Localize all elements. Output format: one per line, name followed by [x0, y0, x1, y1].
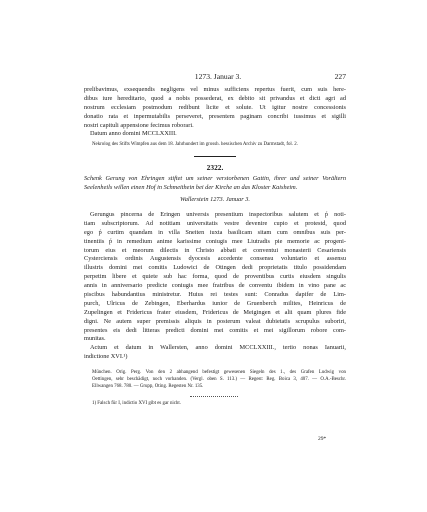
text-line: donatio rata et inpermutabilis perseveret, presentem paginam concribi iussimus et sigilli — [84, 112, 346, 120]
body-line: digni. Ne autem super premissis aliquis in posterum valeat dubietatis scrupulus suboriri, — [84, 317, 346, 325]
summary-line: Schenk Gerung von Ehringen stiftet um seiner verstorbenen Gattin, ihrer und seiner Vorältern — [84, 175, 346, 182]
document-body — [84, 211, 346, 362]
body-line: perpetim libere et quiete sub hac forma, quod de proventibus curtis eiusdem singulis — [84, 273, 346, 281]
body-line: torum eius et meorum dilectis in Christo abbati et conventui monasterii Cesariensis — [84, 246, 346, 254]
body-line: ego ṕ curtim quandam in villa Sneiten iuxta basilicam sitam cum omnibus suis per- — [84, 228, 346, 236]
place-date-line: Wallerstein 1273. Januar 3. — [180, 196, 250, 203]
summary-line: Seelenheils willen einen Hof in Schmeithein bei der Kirche an das Kloster Kaisheim. — [84, 183, 298, 191]
body-line: illustris domini mei comitis Ludowici de Otingen dedi proprietatis titulo possidendam — [84, 264, 346, 272]
text-line: nostri capituli appensione fecimus roborari. — [84, 121, 194, 129]
text-line: prelibavimus, exsequendis negligens vel minus sufficiens repertus fuerit, cum suis here- — [84, 86, 346, 93]
body-line: annis in anniversario predicte coniugis mee fratribus de conventu ibidem in vino pane ac — [84, 282, 346, 290]
running-header — [90, 72, 346, 84]
note-line: Ellwangen 768. 780. — Grupp, Öting. Regesten Nr. 135. — [92, 384, 204, 390]
source-note: Nekrolog des Stifts Wimpfen aus dem 18. Jahrhundert im grossh. hessischen Archiv zu Darmstadt, fol. 2. — [92, 142, 298, 147]
body-line: purch, Ulricus de Zebingen, Eberhardus iunior de Gruenberch milites, Heinricus de — [84, 299, 346, 307]
nekrolog-note — [92, 141, 346, 148]
footnote-divider — [190, 396, 238, 397]
note-line: Oettingen, sehr beschädigt, noch vorhanden. (Vergl. oben S. 113.) — Regest: Reg. Boica 3, 407. — O.A.-Beschr. — [92, 377, 346, 383]
text-line: dibus iure hereditario, quod a nobis possederat, ex debito sit privandus et dicti agri ad — [84, 94, 346, 102]
body-line: tiam subscriptorum. Ad notitiam universitatis vestre devenire cupio et protestd, quod — [84, 219, 346, 227]
page-number: 227 — [334, 72, 346, 81]
body-line: Gerungus pincerna de Eringen universis presentium inspectoribus salutem et ṕ noti- — [90, 211, 346, 218]
footnote — [92, 400, 346, 407]
body-line: piscibus habundantius ministretur. Huius rei testes sunt: Conradus dapifer de Lim- — [84, 291, 346, 299]
body-line: munitas. — [84, 335, 106, 343]
footnote-line: 1) Falsch für I, indictio XVI gibt es gar nicht. — [92, 401, 181, 406]
body-line: Cysterciensis ordinis Augustensis dyocesis accedente consensu voluntario et assensu — [84, 255, 346, 263]
body-line: tinentiis ṕ in remedium anime karissime coniugis mee Liutradis pie memorie ac progeni- — [84, 237, 346, 245]
sheet-signature: 29* — [318, 436, 327, 442]
datum-line: Datum anno domini MCCLXXIII. — [90, 130, 177, 138]
body-line: Zupelingen et Fridericus frater eiusdem, Fridericus de Meigingen et alii quam plures fide — [84, 308, 346, 316]
body-line: presentes eis dedi litteras predicti domini mei comitis et mei sigillorum robore com- — [84, 326, 346, 334]
actum-line: indictione XVI.¹) — [84, 353, 128, 361]
header-date: 1273. Januar 3. — [194, 72, 242, 81]
regest-summary — [84, 175, 346, 193]
place-date — [84, 196, 346, 205]
text-line: nostrum ecclesiam postmodum redibunt licite et solute. Ut igitur nostre concessionis — [84, 103, 346, 111]
previous-document-text — [84, 86, 346, 139]
document-number: 2322. — [206, 163, 224, 172]
section-divider — [194, 156, 236, 157]
note-line: München. Orig. Perg. Von den 2 abhangend befestigt gewesenen Siegeln des 1., des Grafen Ludwig von — [92, 370, 346, 375]
actum-line: Actum et datum in Wallersten, anno domini MCCLXXIII., tertio nonas Ianuarii, — [90, 344, 346, 352]
archival-notes — [92, 369, 346, 391]
